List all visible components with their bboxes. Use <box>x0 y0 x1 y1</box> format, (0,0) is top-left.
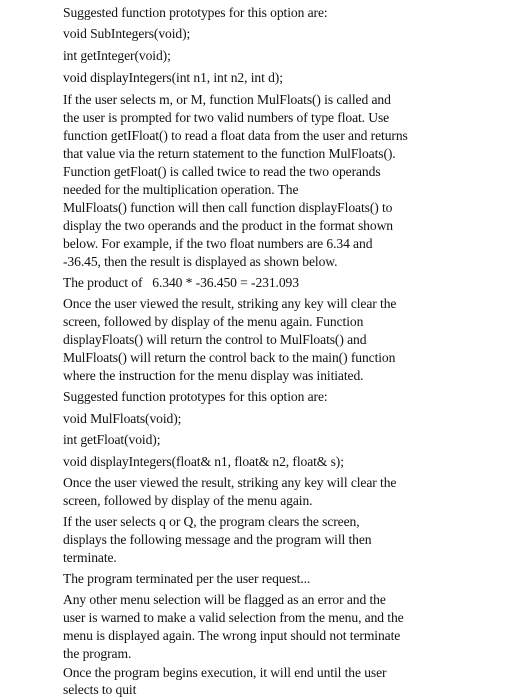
text-line: -36.45, then the result is displayed as shown below. <box>63 254 338 269</box>
text-line: where the instruction for the menu display was initiated. <box>63 368 364 383</box>
text-line: the program. <box>63 646 132 661</box>
text-line: Once the user viewed the result, striking any key will clear the <box>63 296 397 311</box>
text-line: The program terminated per the user request... <box>63 571 311 586</box>
text-line: void SubIntegers(void); <box>63 26 191 41</box>
text-line: selects to quit <box>63 682 137 697</box>
text-line: Once the user viewed the result, striking any key will clear the <box>63 475 397 490</box>
text-line: needed for the multiplication operation. The <box>63 182 299 197</box>
text-line: display the two operands and the product in the format shown <box>63 218 393 233</box>
text-line: displayFloats() will return the control to MulFloats() and <box>63 332 367 347</box>
text-line: If the user selects m, or M, function MulFloats() is called and <box>63 92 391 107</box>
text-line: screen, followed by display of the menu again. Function <box>63 314 364 329</box>
text-line: If the user selects q or Q, the program clears the screen, <box>63 514 360 529</box>
text-line: terminate. <box>63 550 117 565</box>
text-line: MulFloats() will return the control back to the main() function <box>63 350 396 365</box>
text-line: Function getFloat() is called twice to read the two operands <box>63 164 381 179</box>
text-line: screen, followed by display of the menu again. <box>63 493 313 508</box>
text-line: displays the following message and the program will then <box>63 532 372 547</box>
text-line: the user is prompted for two valid numbers of type float. Use <box>63 110 390 125</box>
text-line: void MulFloats(void); <box>63 411 182 426</box>
text-line: The product of 6.340 * -36.450 = -231.093 <box>63 275 299 290</box>
text-line: that value via the return statement to the function MulFloats(). <box>63 146 396 161</box>
text-line: void displayIntegers(int n1, int n2, int d); <box>63 70 283 85</box>
text-line: Suggested function prototypes for this option are: <box>63 389 328 404</box>
text-line: below. For example, if the two float numbers are 6.34 and <box>63 236 373 251</box>
text-line: void displayIntegers(float& n1, float& n2, float& s); <box>63 454 344 469</box>
text-line: Once the program begins execution, it will end until the user <box>63 665 387 680</box>
text-line: menu is displayed again. The wrong input should not terminate <box>63 628 401 643</box>
text-line: user is warned to make a valid selection from the menu, and the <box>63 610 404 625</box>
text-line: Any other menu selection will be flagged as an error and the <box>63 592 386 607</box>
text-line: MulFloats() function will then call function displayFloats() to <box>63 200 393 215</box>
text-line: function getIFloat() to read a float data from the user and returns <box>63 128 408 143</box>
text-line: int getInteger(void); <box>63 48 171 63</box>
text-line: Suggested function prototypes for this option are: <box>63 5 328 20</box>
text-line: int getFloat(void); <box>63 432 161 447</box>
